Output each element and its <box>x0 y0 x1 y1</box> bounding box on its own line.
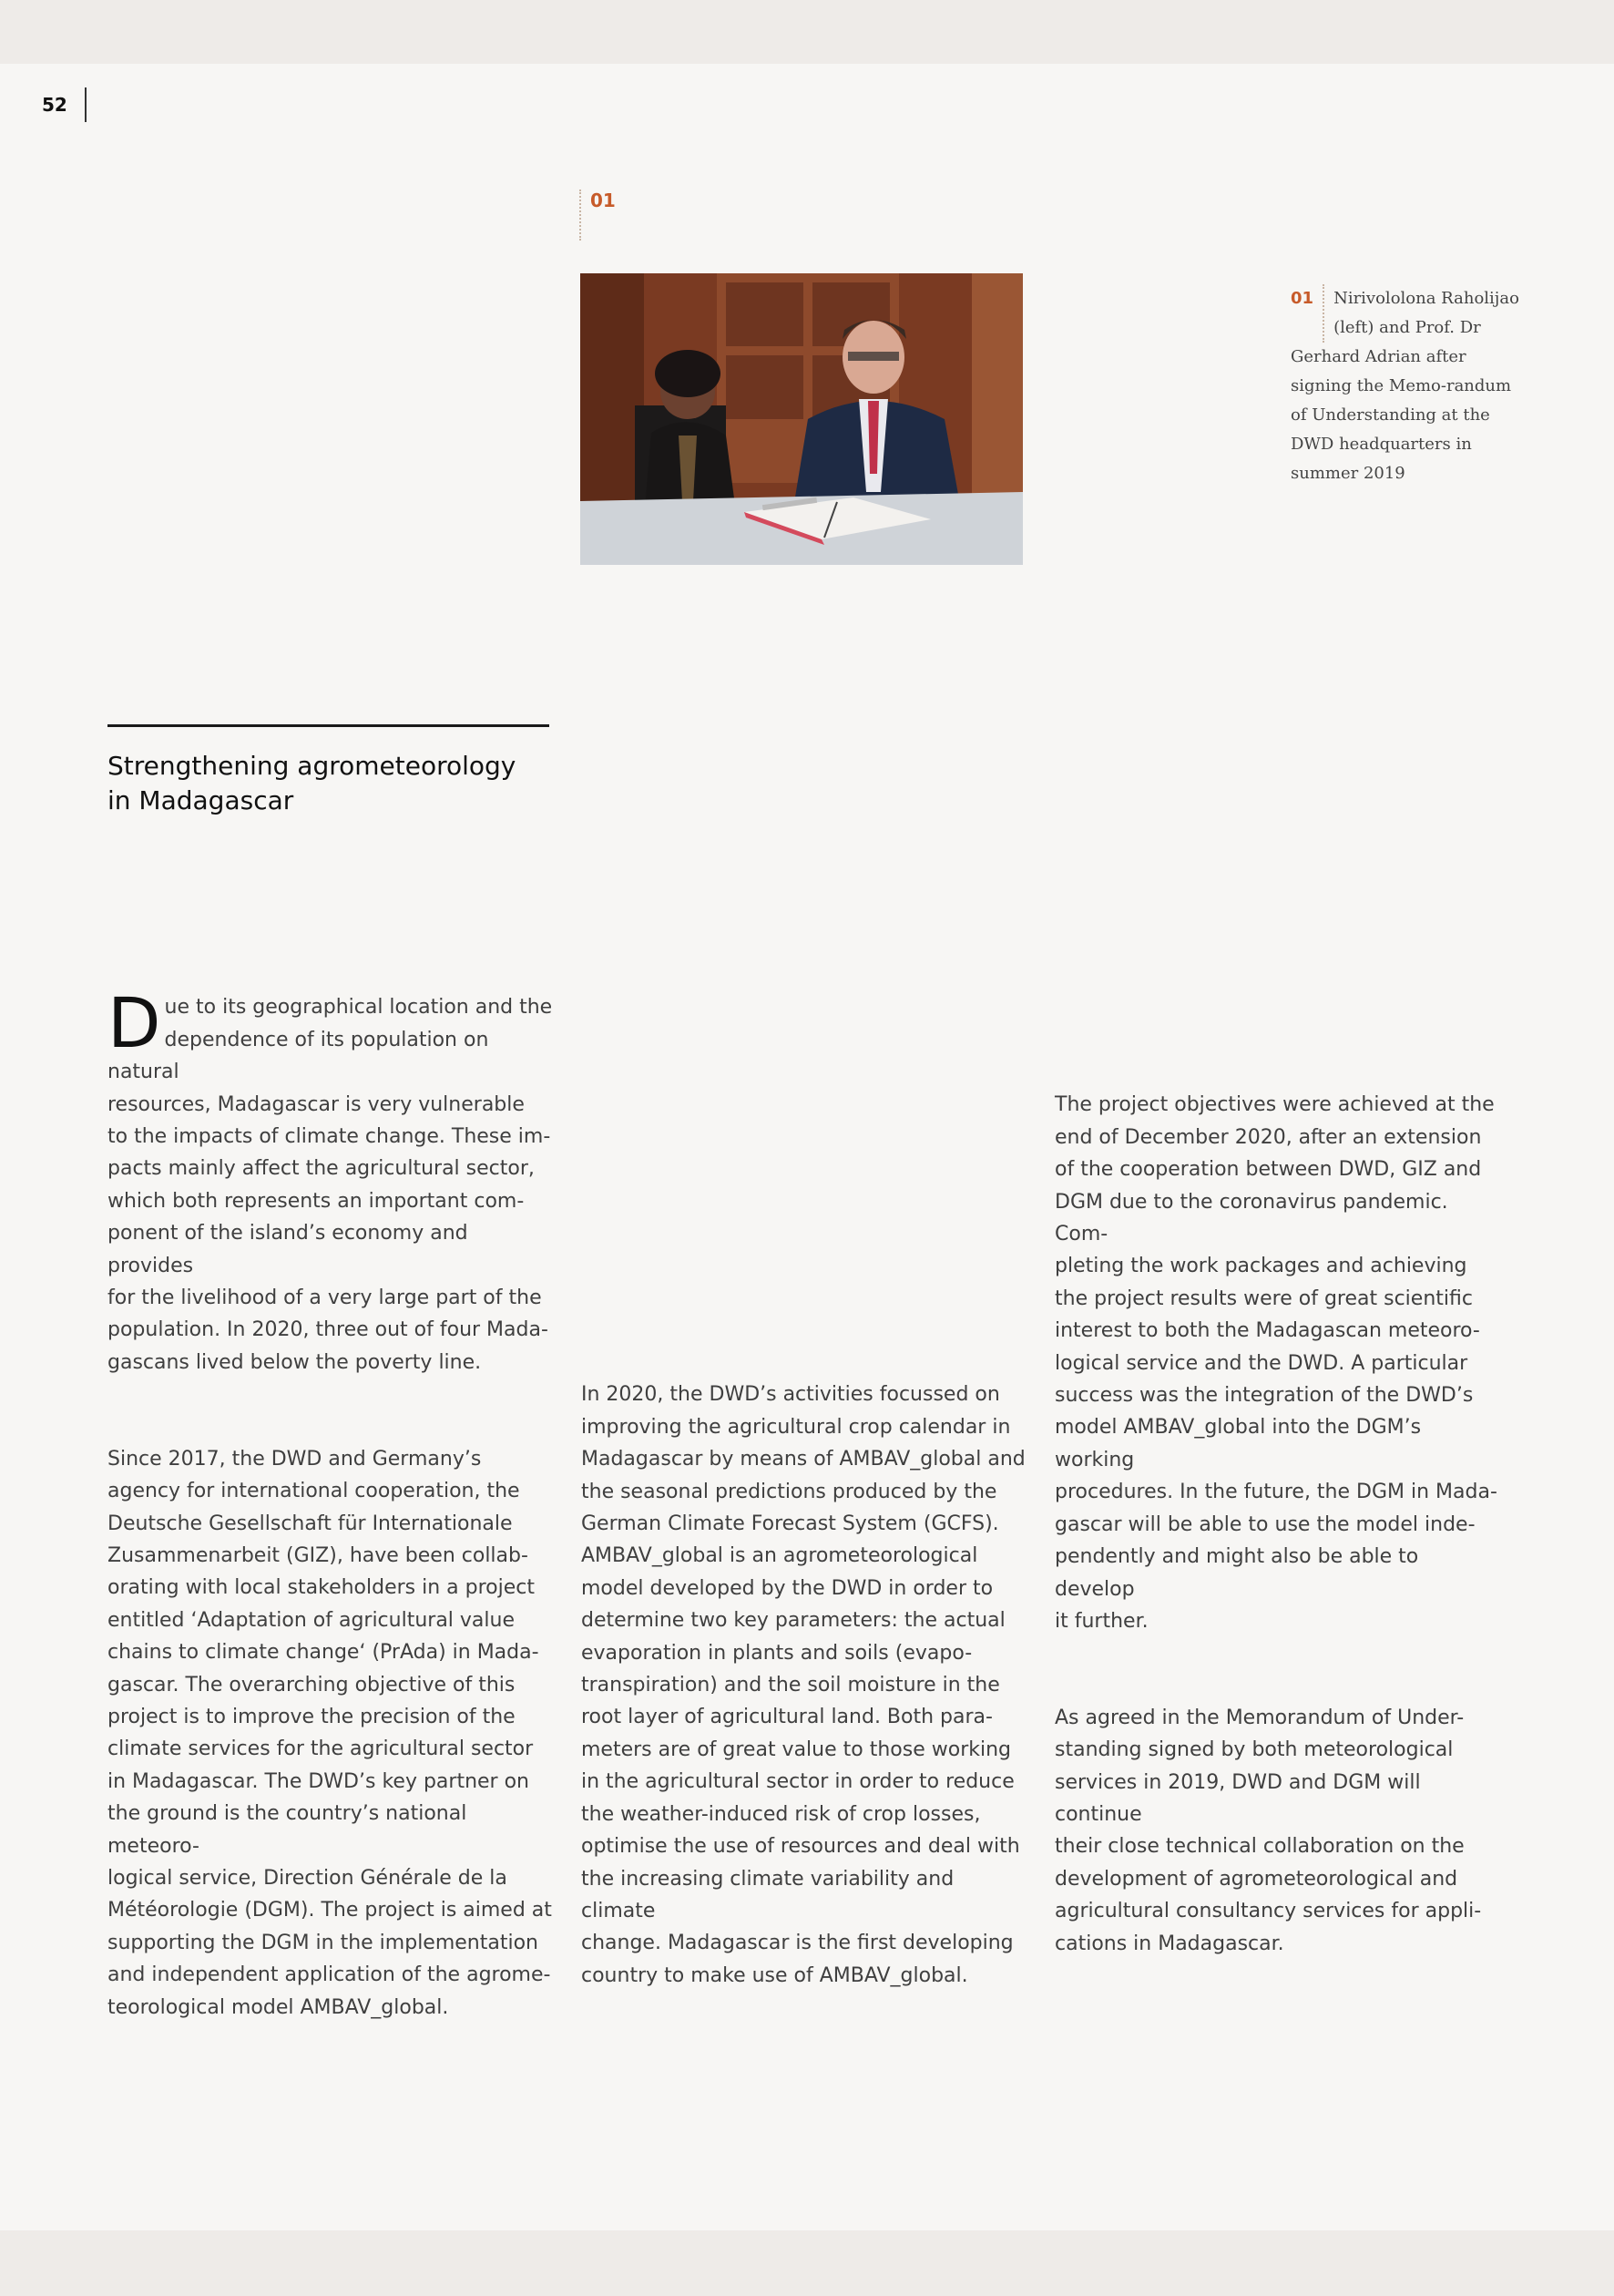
caption-text: Nirivololona Raholijao (left) and Prof. Dr Gerhard Adrian after signing the Memo-randum of Understanding at the DWD headquarters in summer 2019 <box>1291 289 1519 483</box>
text-column-right <box>1055 1057 1501 1992</box>
photo-illustration <box>580 273 1023 565</box>
paragraph-objectives-achieved: The project objectives were achieved at the end of December 2020, after an extension of the cooperation between DWD, GIZ and DGM due to the coronavirus pandemic. Com- pleting the work packages and achieving the project results were of great scientific interest to both the Madagascan meteoro- logical service and the DWD. A particular success was the integration of the DWD’s model AMBAV_global into the DGM’s working procedures. In the future, the DGM in Mada- gascar will be able to use the model inde- pendently and might also be able to develop it further. <box>1055 1093 1497 1633</box>
paragraph-intro <box>107 982 554 1379</box>
bottom-band <box>0 2230 1614 2296</box>
page-number-divider <box>85 87 87 122</box>
top-band <box>0 0 1614 64</box>
headline-rule <box>107 724 549 727</box>
photo-meeting <box>580 273 1023 565</box>
photo-caption <box>1291 284 1527 488</box>
paragraph-project-background: Since 2017, the DWD and Germany’s agency for international cooperation, the Deutsche Gesellschaft für Internationale Zusammenarbeit (GIZ), have been collab- orating with local stakeholders in a project entitled ‘Adaptation of agricultural value chains to climate change‘ (PrAda) in Mada- gascar. The overarching objective of this project is to improve the precision of the climate services for the agricultural sector in Madagascar. The DWD’s key partner on the ground is the country’s national meteoro- logical service, Direction Générale de la Météorologie (DGM). The project is aimed at supporting the DGM in the implementation and independent application of the agrome- teorological model AMBAV_global. <box>107 1447 552 2019</box>
text-column-left <box>107 959 554 2055</box>
caption-number: 01 <box>1291 284 1324 343</box>
text-column-middle <box>581 1347 1027 2024</box>
page-number: 52 <box>42 94 67 116</box>
figure-reference-number: 01 <box>579 190 616 241</box>
drop-cap: D <box>107 982 161 1064</box>
article-headline: Strengthening agrometeorology in Madagascar <box>107 751 516 815</box>
paragraph-activities-2020: In 2020, the DWD’s activities focussed on improving the agricultural crop calendar in Madagascar by means of AMBAV_global and the seasonal predictions produced by the German Climate Forecast System (GCFS). AMBAV_global is an agrometeorological model developed by the DWD in order to determine two key parameters: the actual evaporation in plants and soils (evapo- transpiration) and the soil moisture in the root layer of agricultural land. Both para- meters are of great value to those working in the agricultural sector in order to reduce the weather-induced risk of crop losses, optimise the use of resources and deal with the increasing climate variability and climate change. Madagascar is the first developing country to make use of AMBAV_global. <box>581 1383 1026 1987</box>
paragraph-memorandum: As agreed in the Memorandum of Under- standing signed by both meteorological services in 2019, DWD and DGM will continue their close technical collaboration on the development of agrometeorological and agricultural consultancy services for appli- cations in Madagascar. <box>1055 1706 1482 1955</box>
paragraph-intro-text: ue to its geographical location and the dependence of its population on natural resources, Madagascar is very vulnerable to the impacts of climate change. These im- pacts mainly affect the agricultural sector, which both represents an important com- ponent of the island’s economy and provides for the livelihood of a very large part of the population. In 2020, three out of four Mada- gascans lived below the poverty line. <box>107 996 553 1374</box>
